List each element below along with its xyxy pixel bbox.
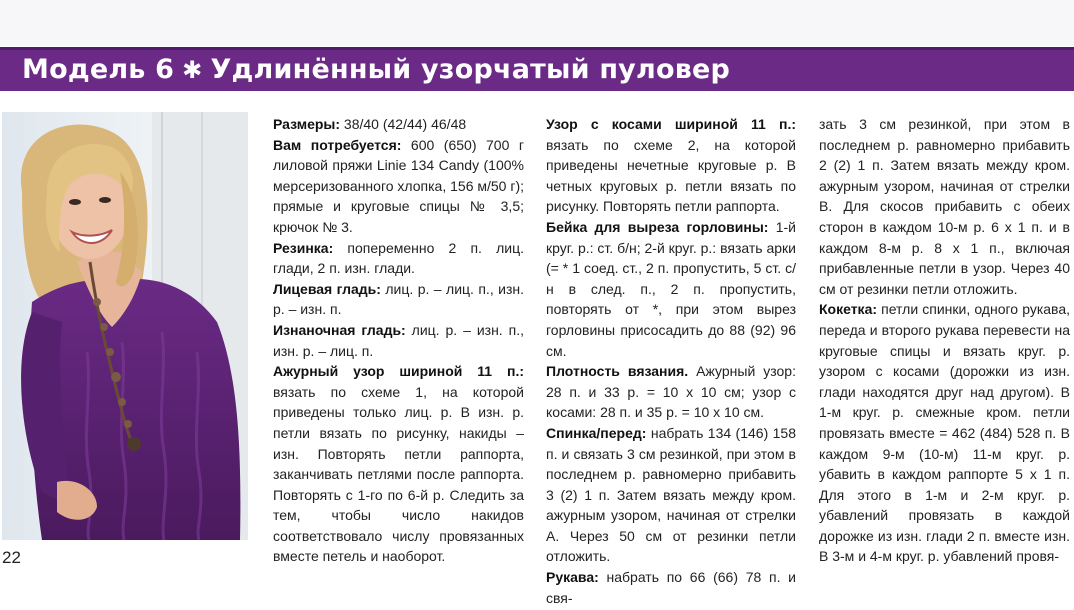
yoke-label: Кокетка:	[819, 301, 878, 318]
lace-pattern-label: Ажурный узор шириной 11 п.:	[273, 363, 524, 380]
yoke-text: петли спинки, одного рукава, переда и второго рукава перевести на круговые спицы и вязать круг. р. узором с косами (дорожки из изн. глади находятся друг над другом). В 1-м круг. р. смежные кром. петли провязать вместе = 462 (484) 528 п. В каждом 9-м (10-м) 11-м круг. р. убавить в каждом раппорте 5 х 1 п. Для этого в 1-м и 2-м круг. р. убавлений провязать в каждой дорожке из изн. глади 2 п. вместе изн. В 3-м и 4-м круг. р. убавлений провя-	[819, 301, 1070, 565]
back-front-label: Спинка/перед:	[546, 424, 647, 441]
title-bar	[0, 47, 1074, 91]
reverse-stockinette-paragraph	[273, 320, 524, 361]
cable-pattern-paragraph	[546, 114, 796, 217]
neckband-label: Бейка для выреза горловины:	[546, 218, 769, 235]
rib-text: попеременно 2 п. лиц. глади, 2 п. изн. глади.	[273, 239, 524, 277]
sizes-paragraph	[273, 114, 524, 135]
column-1	[273, 114, 524, 567]
neckband-paragraph	[546, 217, 796, 361]
materials-text: 600 (650) 700 г лиловой пряжи Linie 134 Candy (100% мерсеризованного хлопка, 156 м/50 г); прямые и круговые спицы № 3,5; крючок № 3.	[273, 136, 525, 235]
neckband-text: 1-й круг. р.: ст. б/н; 2-й круг. р.: вязать арки (= * 1 соед. ст., 2 п. пропустить, 5 ст. с/н в след. п., 2 п. пропустить, повторять от *, при этом вырез горловины присосадить до 88 (92) 96 см.	[546, 218, 796, 359]
gauge-text: Ажурный узор: 28 п. и 33 р. = 10 х 10 см; узор с косами: 28 п. и 35 р. = 10 х 10 см.	[546, 363, 796, 421]
garment-title: Удлинённый узорчатый пуловер	[210, 54, 731, 85]
sleeves-continued-paragraph	[819, 114, 1070, 299]
star-icon: ✱	[182, 56, 203, 84]
model-photo	[2, 112, 248, 540]
materials-paragraph	[273, 135, 524, 238]
reverse-stockinette-text: лиц. р. – изн. п., изн. р. – лиц. п.	[273, 321, 524, 359]
materials-label: Вам потребуется:	[273, 136, 402, 153]
gauge-label: Плотность вязания.	[546, 363, 689, 380]
column-3	[819, 114, 1070, 567]
cable-pattern-text: вязать по схеме 2, на которой приведены нечетные круговые р. В четных круговых р. петли вязать по рисунку. Повторять петли раппорта.	[546, 136, 796, 215]
sleeves-paragraph	[546, 567, 796, 608]
stockinette-label: Лицевая гладь:	[273, 280, 381, 297]
sleeves-label: Рукава:	[546, 569, 599, 586]
model-number: Модель 6	[22, 54, 175, 85]
gauge-paragraph	[546, 361, 796, 423]
stockinette-paragraph	[273, 279, 524, 320]
rib-paragraph	[273, 238, 524, 279]
top-margin	[0, 0, 1074, 46]
lace-pattern-paragraph	[273, 361, 524, 567]
sleeves-text: набрать по 66 (66) 78 п. и свя-	[546, 569, 796, 606]
page-title	[22, 54, 730, 85]
cable-pattern-label: Узор с косами шириной 11 п.:	[546, 116, 796, 132]
back-front-paragraph	[546, 423, 796, 567]
lace-pattern-text: вязать по схеме 1, на которой приведены только лиц. р. В изн. р. петли вязать по рисунку, накиды – изн. Повторять петли раппорта, заканчивать петлями после раппорта. Повторять с 1-го по 6-й р. Следить за тем, чтобы число накидов соответствовало числу провязанных вместе петель и наоборот.	[273, 383, 524, 565]
column-2	[546, 114, 796, 608]
stockinette-text: лиц. р. – лиц. п., изн. р. – изн. п.	[273, 280, 524, 318]
reverse-stockinette-label: Изнаночная гладь:	[273, 321, 406, 338]
rib-label: Резинка:	[273, 239, 334, 256]
back-front-text: набрать 134 (146) 158 п. и связать 3 см резинкой, при этом в последнем р. равномерно прибавить 3 (2) 1 п. Затем вязать между кром. ажурным узором, начиная от стрелки А. Через 50 см от резинки петли отложить.	[546, 424, 796, 565]
sleeves-continued-text: зать 3 см резинкой, при этом в последнем р. равномерно прибавить 2 (2) 1 п. Затем вязать между кром. ажурным узором, начиная от стрелки В. Для скосов прибавить с обеих сторон в каждом 10-м р. 6 х 1 п. и в каждом 8-м р. 8 х 1 п., включая прибавленные петли в узор. Через 40 см от резинки петли отложить.	[819, 116, 1070, 297]
page-number: 22	[2, 548, 21, 567]
yoke-paragraph	[819, 299, 1070, 567]
sizes-label: Размеры:	[273, 116, 341, 132]
sizes-text: 38/40 (42/44) 46/48	[340, 116, 467, 132]
